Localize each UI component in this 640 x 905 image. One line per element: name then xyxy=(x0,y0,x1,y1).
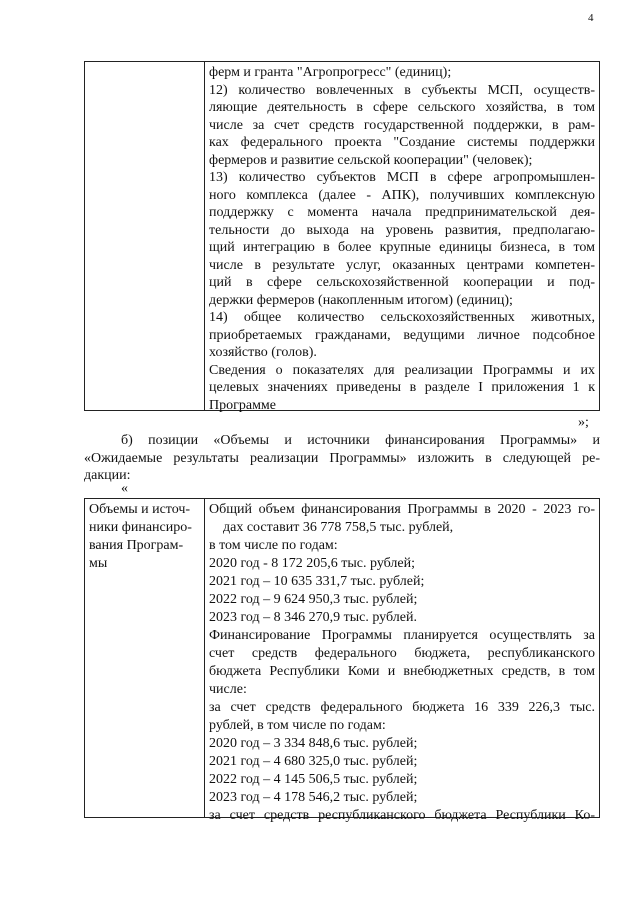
text-line: 14) общее количество сельскохозяйственных животных, xyxy=(209,310,595,325)
text-line: числе за счет средств государственной поддержки, в рам- xyxy=(209,117,595,133)
text-line: тельности до выхода на уровень развития, предполагаю- xyxy=(209,222,595,238)
text-line: приобретаемых гражданами, ведущими личное подсобное xyxy=(209,327,595,343)
table-cell-financing-text xyxy=(205,499,599,823)
table-cell-financing-label xyxy=(85,499,205,817)
table-indicators-continued xyxy=(84,61,600,411)
text-line: за счет средств республиканского бюджета Республики Ко- xyxy=(209,808,595,823)
text-line: Программе xyxy=(209,397,276,413)
text-line: фермеров и развитие сельской кооперации" (человек); xyxy=(209,152,533,168)
page-number: 4 xyxy=(588,12,594,24)
text-line: держки фермеров (накопленным итогом) (единиц); xyxy=(209,292,513,308)
text-line: ций в сфере сельскохозяйственной кооперации и под- xyxy=(209,275,595,290)
text-line: Общий объем финансирования Программы в 2020 - 2023 го- xyxy=(209,502,595,517)
table-cell-indicators-text xyxy=(205,62,599,413)
closing-quote: »; xyxy=(578,415,589,430)
paragraph-line: дакции: xyxy=(84,468,131,483)
text-line: 13) количество субъектов МСП в сфере агропромышлен- xyxy=(209,170,595,185)
opening-quote: « xyxy=(121,481,128,496)
text-line: Финансирование Программы планируется осуществлять за xyxy=(209,628,595,643)
text-line: Сведения о показателях для реализации Программы и их xyxy=(209,362,595,378)
label-line: вания Програм- xyxy=(89,538,184,553)
text-line: 2020 год – 3 334 848,6 тыс. рублей; xyxy=(209,736,418,751)
paragraph-line: б) позиции «Объемы и источники финансирования Программы» и xyxy=(121,433,600,448)
text-line: 2022 год – 9 624 950,3 тыс. рублей; xyxy=(209,592,418,607)
text-line: 2021 год – 10 635 331,7 тыс. рублей; xyxy=(209,574,425,589)
text-line: числе в результате услуг, оказанных центрами компетен- xyxy=(209,257,595,273)
text-line: 2022 год – 4 145 506,5 тыс. рублей; xyxy=(209,772,418,787)
text-line: рублей, в том числе по годам: xyxy=(209,718,386,733)
table-financing xyxy=(84,498,600,823)
text-line: щий интеграцию в более крупные единицы бизнеса, в том xyxy=(209,240,595,255)
text-line: 12) количество вовлеченных в субъекты МСП, осуществ- xyxy=(209,82,595,98)
text-line: хозяйство (голов). xyxy=(209,345,317,360)
text-line: 2023 год – 8 346 270,9 тыс. рублей. xyxy=(209,610,417,625)
text-line: 2020 год - 8 172 205,6 тыс. рублей; xyxy=(209,556,416,571)
text-line: ферм и гранта "Агропрогресс" (единиц); xyxy=(209,65,452,80)
amendment-paragraph xyxy=(84,432,600,485)
text-line: за счет средств федерального бюджета 16 339 226,3 тыс. xyxy=(209,700,595,715)
label-line: ники финансиро- xyxy=(89,520,192,535)
label-line: Объемы и источ- xyxy=(89,502,191,517)
table-cell-empty xyxy=(85,62,205,410)
text-line: в том числе по годам: xyxy=(209,538,338,553)
text-line: ного комплекса (далее - АПК), получивших комплексную xyxy=(209,187,595,203)
text-line: счет средств федерального бюджета, республиканского xyxy=(209,646,595,661)
text-line: ках федерального проекта "Создание системы поддержки xyxy=(209,135,595,150)
text-line: дах составит 36 778 758,5 тыс. рублей, xyxy=(223,520,454,535)
text-line: поддержку с момента начала предпринимательской дея- xyxy=(209,205,595,220)
paragraph-line: «Ожидаемые результаты реализации Программы» изложить в следующей ре- xyxy=(84,450,600,466)
text-line: 2021 год – 4 680 325,0 тыс. рублей; xyxy=(209,754,418,769)
text-line: 2023 год – 4 178 546,2 тыс. рублей; xyxy=(209,790,418,805)
text-line: бюджета Республики Коми и внебюджетных средств, в том xyxy=(209,664,595,679)
text-line: числе: xyxy=(209,682,247,697)
text-line: целевых значениях приведены в разделе I приложения 1 к xyxy=(209,380,595,395)
label-line: мы xyxy=(89,556,108,571)
text-line: ляющие деятельность в сфере сельского хозяйства, в том xyxy=(209,100,595,115)
